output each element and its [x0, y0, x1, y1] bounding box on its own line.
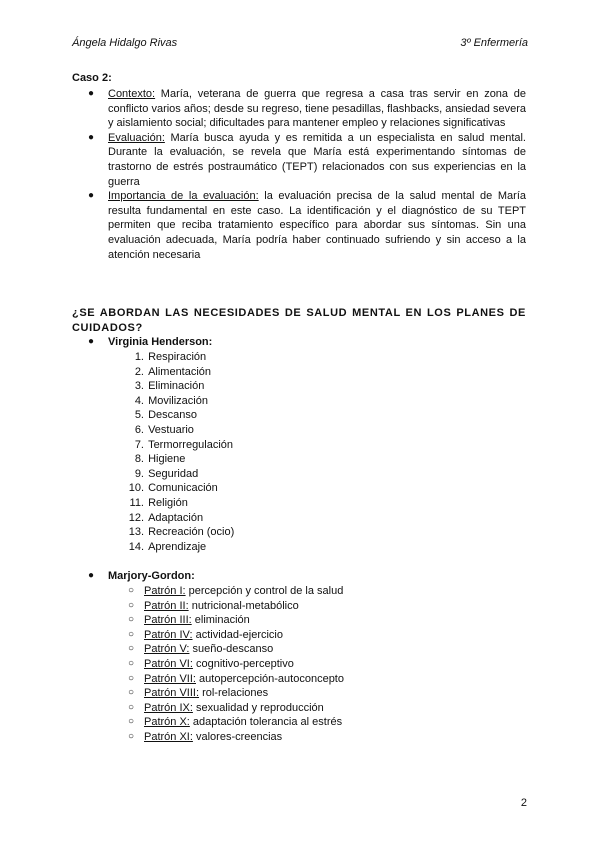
case-item-text: María, veterana de guerra que regresa a casa tras servir en zona de conflicto varios años; desde su regreso, tiene pesadillas, flashbacks, ansiedad severa y aislamiento social; dificultades para mantener empleo y relaciones significativas [108, 88, 526, 130]
henderson-needs-list [108, 350, 234, 554]
list-item: ○ Patrón VI: cognitivo-perceptivo [128, 657, 294, 670]
circle-bullet-icon: ○ [128, 716, 135, 728]
list-item: 10. Comunicación [128, 482, 218, 495]
circle-bullet-icon: ○ [128, 687, 135, 699]
case-item-text: María busca ayuda y es remitida a un especialista en salud mental. Durante la evaluación, se revela que María está experimentando síntomas de trastorno de estrés postraumático (TEPT) relacionados con sus experiencias en la guerra [108, 131, 526, 188]
list-item: 6. Vestuario [134, 423, 194, 436]
bullet-icon: ● [88, 131, 95, 143]
list-item: ○ Patrón V: sueño-descanso [128, 643, 274, 656]
list-item: ○ Patrón II: nutricional-metabólico [128, 599, 299, 612]
list-item: ○ Patrón IV: actividad-ejercicio [128, 628, 283, 641]
list-item: 14. Aprendizaje [128, 540, 207, 553]
list-item: ○ Patrón III: eliminación [128, 614, 250, 627]
circle-bullet-icon: ○ [128, 701, 135, 713]
case-item-text: la evaluación precisa de la salud mental de María resulta fundamental en este caso. La identificación y el diagnóstico de su TEPT permiten que reciba tratamiento específico para abordar sus síntomas. Sin una evaluación adecuada, María podría haber continuado sufriendo y sin acceso a la atención necesaria [108, 190, 526, 261]
case-item-importance [72, 189, 526, 262]
circle-bullet-icon: ○ [128, 599, 135, 611]
list-item: 4. Movilización [134, 394, 208, 407]
circle-bullet-icon: ○ [128, 657, 135, 669]
page-header [72, 37, 528, 51]
list-item: ○ Patrón X: adaptación tolerancia al estrés [128, 716, 343, 729]
list-item: 9. Seguridad [134, 467, 199, 480]
list-item: 8. Higiene [134, 453, 186, 466]
list-item: 7. Termorregulación [134, 438, 234, 451]
case-bullet-list [72, 87, 526, 262]
list-item: ○ Patrón IX: sexualidad y reproducción [128, 701, 324, 714]
bullet-icon: ● [88, 570, 95, 581]
circle-bullet-icon: ○ [128, 614, 135, 626]
bullet-icon: ● [88, 336, 95, 347]
header-author: Ángela Hidalgo Rivas [72, 37, 178, 49]
list-item: ○ Patrón I: percepción y control de la salud [128, 585, 344, 597]
case-item-evaluation [72, 131, 526, 189]
circle-bullet-icon: ○ [128, 643, 135, 655]
circle-bullet-icon: ○ [128, 672, 135, 684]
gordon-patterns-list [128, 584, 344, 745]
list-item: 5. Descanso [134, 409, 197, 422]
page-number: 2 [520, 797, 527, 809]
circle-bullet-icon: ○ [128, 730, 135, 742]
case-item-context [72, 87, 526, 131]
section-title: ¿SE ABORDAN LAS NECESIDADES DE SALUD MENTAL EN LOS PLANES DE CUIDADOS? [72, 307, 526, 334]
case-item-label: Evaluación: [108, 131, 165, 144]
henderson-title: Virginia Henderson: [108, 336, 213, 348]
bullet-icon: ● [88, 88, 95, 99]
circle-bullet-icon: ○ [128, 585, 135, 596]
list-item: ○ Patrón VIII: rol-relaciones [128, 687, 269, 700]
case-item-label: Importancia de la evaluación: [108, 190, 259, 203]
bullet-icon: ● [88, 190, 95, 202]
list-item: 12. Adaptación [128, 511, 204, 524]
list-item: 2. Alimentación [134, 365, 212, 378]
header-course: 3º Enfermería [460, 37, 528, 49]
list-item: ○ Patrón VII: autopercepción-autoconcepto [128, 672, 344, 685]
list-item: ○ Patrón XI: valores-creencias [128, 730, 283, 743]
list-item: 13. Recreación (ocio) [128, 526, 235, 539]
circle-bullet-icon: ○ [128, 628, 135, 640]
list-item: 3. Eliminación [134, 380, 205, 393]
case-title: Caso 2: [72, 72, 112, 84]
list-item: 11. Religión [129, 496, 188, 509]
case-item-label: Contexto: [108, 88, 156, 100]
list-item: 1. Respiración [134, 351, 207, 363]
gordon-title: Marjory-Gordon: [108, 570, 195, 582]
